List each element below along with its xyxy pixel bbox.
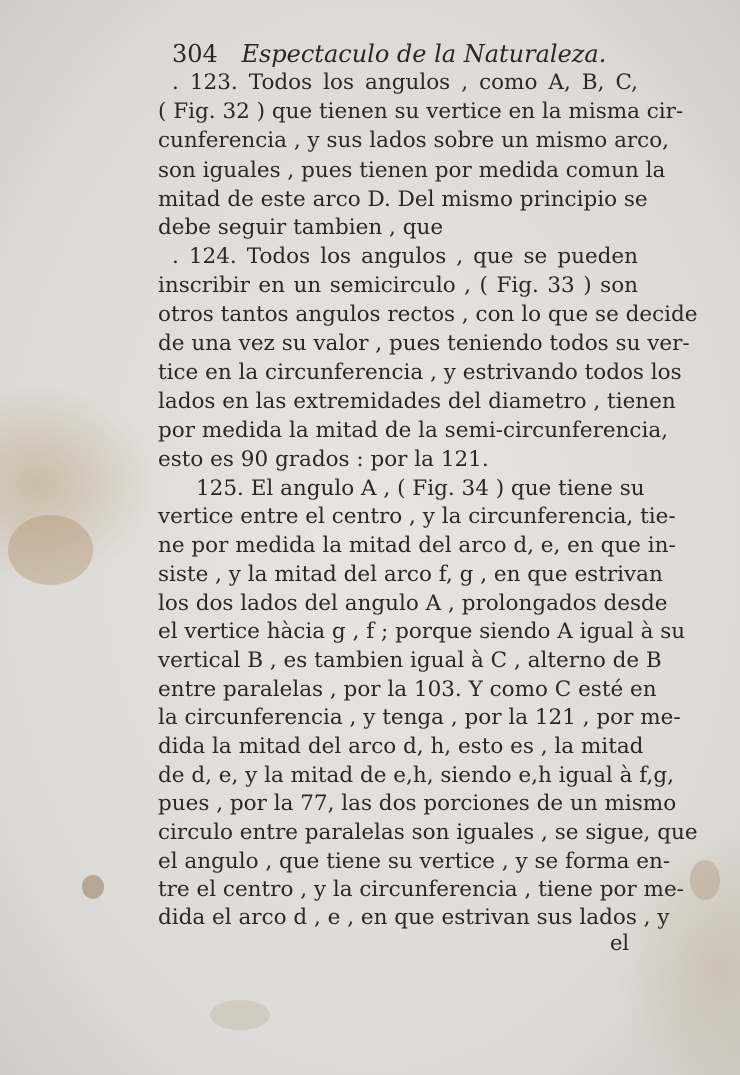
text-line: debe seguir tambien , que [158,215,444,240]
running-title: Espectaculo de la Naturaleza. [241,40,607,68]
text-line: otros tantos angulos rectos , con lo que se decide [158,302,698,327]
text-line: dida la mitad del arco d, h, esto es , la mitad [158,734,644,759]
text-line: . 123. Todos los angulos , como A, B, C, [172,70,638,95]
text-line: esto es 90 grados : por la 121. [158,447,489,472]
text-line: el vertice hàcia g , f ; porque siendo A igual à su [158,619,686,644]
foxing-stain [8,515,93,585]
text-line: la circunferencia , y tenga , por la 121 , por me- [158,705,681,730]
text-line: 125. El angulo A , ( Fig. 34 ) que tiene su [196,476,645,501]
catchword: el [610,931,630,955]
text-line: siste , y la mitad del arco f, g , en que estrivan [158,562,663,587]
text-line: por medida la mitad de la semi-circunferencia, [158,418,668,443]
text-line: los dos lados del angulo A , prolongados desde [158,591,668,616]
foxing-stain [210,1000,270,1030]
text-line: inscribir en un semicirculo , ( Fig. 33 ) son [158,273,638,298]
text-line: ( Fig. 32 ) que tienen su vertice en la misma cir- [158,99,684,124]
text-line: . 124. Todos los angulos , que se pueden [172,244,638,269]
text-line: mitad de este arco D. Del mismo principio se [158,187,648,212]
text-line: cunferencia , y sus lados sobre un mismo arco, [158,128,669,153]
text-line: tice en la circunferencia , y estrivando todos los [158,360,682,385]
foxing-stain [690,860,720,900]
foxing-stain [82,875,104,899]
text-line: tre el centro , y la circunferencia , tiene por me- [158,877,684,902]
text-line: vertical B , es tambien igual à C , alterno de B [158,648,662,673]
text-line: pues , por la 77, las dos porciones de un mismo [158,791,677,816]
page-number: 304 [172,40,218,68]
text-line: dida el arco d , e , en que estrivan sus lados , y [158,905,670,930]
text-line: de una vez su valor , pues teniendo todos su ver- [158,331,690,356]
text-line: vertice entre el centro , y la circunferencia, tie- [158,504,676,529]
text-line: son iguales , pues tienen por medida comun la [158,158,666,183]
text-line: de d, e, y la mitad de e,h, siendo e,h igual à f,g, [158,763,674,788]
text-line: ne por medida la mitad del arco d, e, en que in- [158,533,676,558]
text-line: circulo entre paralelas son iguales , se sigue, que [158,820,698,845]
text-line: lados en las extremidades del diametro , tienen [158,389,676,414]
text-line: entre paralelas , por la 103. Y como C esté en [158,677,657,702]
text-line: el angulo , que tiene su vertice , y se forma en- [158,849,671,874]
